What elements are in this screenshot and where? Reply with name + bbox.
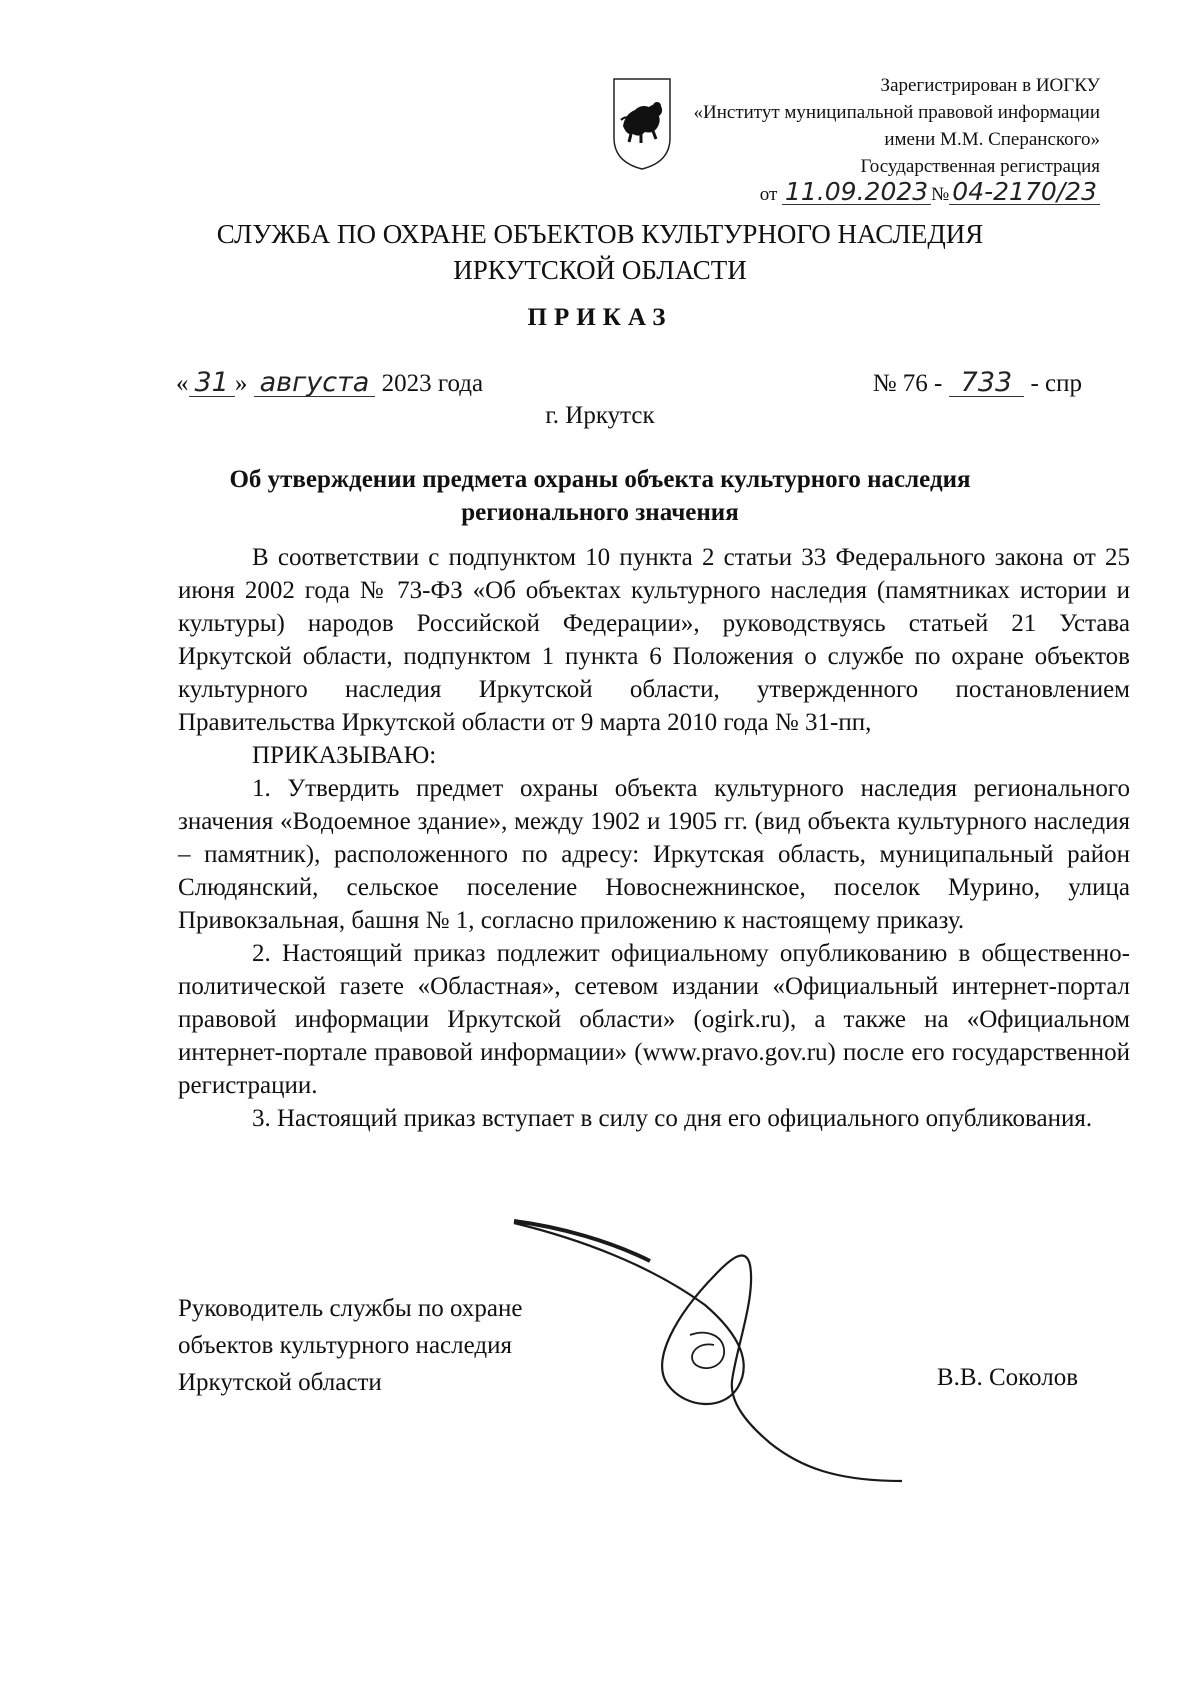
preamble-paragraph: В соответствии с подпунктом 10 пункта 2 статьи 33 Федерального закона от 25 июня 2002 года № 73-ФЗ «Об объектах культурного наследия (памятниках истории и культуры) народов Российской Федерации», руководствуясь статьей 21 Устава Иркутской области, подпунктом 1 пункта 6 Положения о службе по охране объектов культурного наследия Иркутской области, утвержденного постановлением Правительства Иркутской области от 9 марта 2010 года № 31-пп, <box>178 544 1130 736</box>
order-number-prefix: № 76 - <box>872 370 943 397</box>
agency-name-line-1: СЛУЖБА ПО ОХРАНЕ ОБЪЕКТОВ КУЛЬТУРНОГО НАСЛЕДИЯ <box>216 219 984 249</box>
order-number-suffix: - спр <box>1030 370 1082 397</box>
order-city: г. Иркутск <box>545 402 655 429</box>
signer-position-line-2: объектов культурного наследия <box>178 1332 512 1359</box>
date-quote-close: » <box>234 370 248 397</box>
signer-position-line-3: Иркутской области <box>178 1369 382 1396</box>
registration-line-1: Зарегистрирован в ИОГКУ <box>880 75 1100 96</box>
order-date <box>176 367 484 398</box>
order-item-2: 2. Настоящий приказ подлежит официальному опубликованию в общественно-политической газете «Областная», сетевом издании «Официальный интернет-портал правовой информации Иркутской области» (ogirk.ru), а также на «Официальном интернет-портале правовой информации» (www.pravo.gov.ru) после его государственной регистрации. <box>178 940 1130 1099</box>
registration-line-4: Государственная регистрация <box>860 156 1100 177</box>
order-word: ПРИКАЗЫВАЮ: <box>252 742 437 769</box>
registration-date: 11.09.2023 <box>782 180 931 205</box>
registration-date-line <box>540 177 1100 210</box>
signer-position-line-1: Руководитель службы по охране <box>178 1295 523 1322</box>
order-number-value: 733 <box>949 370 1025 397</box>
handwritten-signature <box>500 1205 920 1485</box>
document-type-title: ПРИКАЗ <box>527 304 673 331</box>
registration-line-3: имени М.М. Сперанского» <box>884 129 1100 150</box>
registration-number: 04-2170/23 <box>949 180 1100 205</box>
registration-line-2: «Институт муниципальной правовой информации <box>693 102 1100 123</box>
order-item-3: 3. Настоящий приказ вступает в силу со дня его официального опубликования. <box>252 1105 1093 1132</box>
date-quote-open: « <box>176 370 189 397</box>
registration-stamp <box>540 72 1100 210</box>
order-day: 31 <box>189 370 235 397</box>
signer-position <box>178 1290 522 1401</box>
registration-number-sign: № <box>931 184 950 205</box>
order-subject-line-2: регионального значения <box>461 499 739 526</box>
order-body <box>178 541 1130 1135</box>
order-item-1: 1. Утвердить предмет охраны объекта культурного наследия регионального значения «Водоемное здание», между 1902 и 1905 гг. (вид объекта культурного наследия – памятник), расположенного по адресу: Иркутская область, муниципальный район Слюдянский, сельское поселение Новоснежнинское, поселок Мурино, улица Привокзальная, башня № 1, согласно приложению к настоящему приказу. <box>178 775 1130 934</box>
agency-name <box>0 216 1200 288</box>
order-year: 2023 года <box>381 370 484 397</box>
order-month: августа <box>254 370 376 397</box>
agency-name-line-2: ИРКУТСКОЙ ОБЛАСТИ <box>453 255 747 285</box>
order-subject <box>0 463 1200 529</box>
order-subject-line-1: Об утверждении предмета охраны объекта культурного наследия <box>229 466 971 493</box>
order-number <box>872 367 1082 398</box>
signer-name: В.В. Соколов <box>936 1364 1078 1391</box>
registration-from-label: от <box>759 184 778 205</box>
